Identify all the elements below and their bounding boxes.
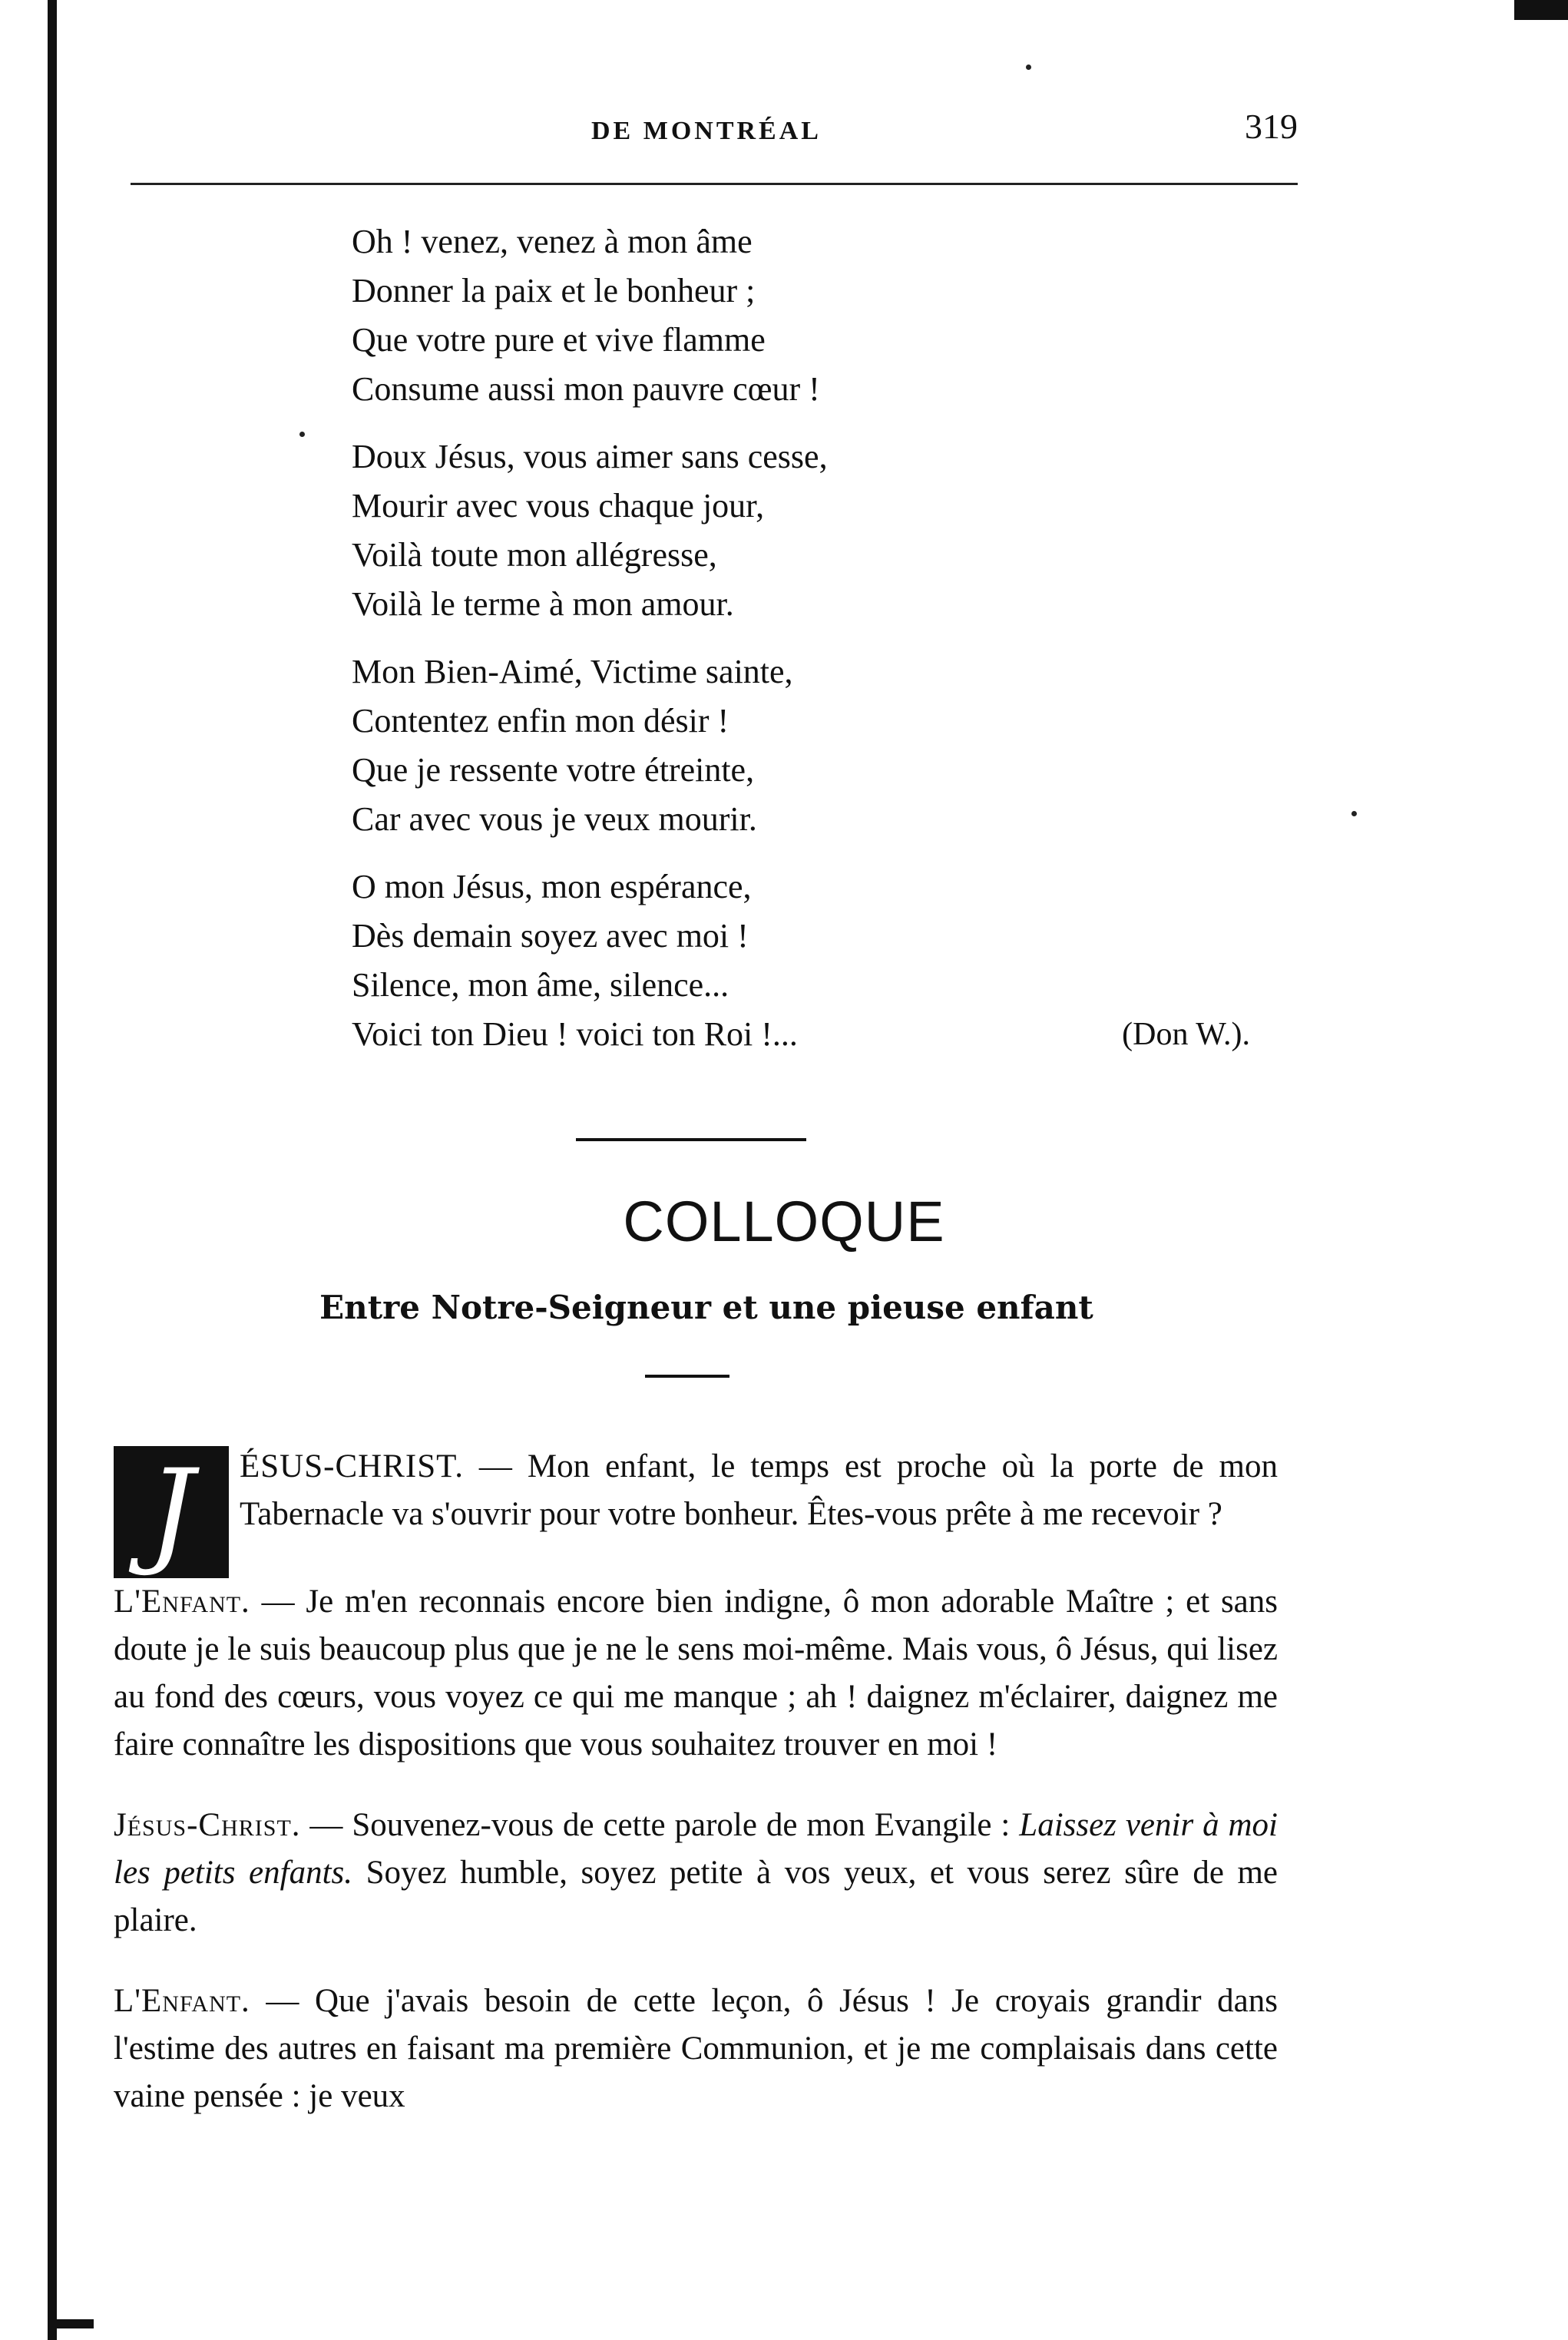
verse-line: Voilà toute mon allégresse,: [352, 536, 717, 574]
dialogue-text: — Que j'avais besoin de cette leçon, ô Jésus ! Je croyais grandir dans l'estime des autres en faisant ma première Communion, et je me complaisais dans cette vaine pensée : je veux: [114, 1983, 1278, 2114]
header-rule: [131, 183, 1298, 185]
verse-line: Silence, mon âme, silence...: [352, 966, 729, 1004]
dialogue-text: — Mon enfant, le temps est proche où la porte de mon Tabernacle va s'ouvrir pour votre bonheur. Êtes-vous prête à me recevoir ?: [240, 1448, 1278, 1532]
verse-line: Voici ton Dieu ! voici ton Roi !...: [352, 1015, 798, 1053]
running-title: DE MONTRÉAL: [591, 117, 822, 145]
speaker-name: L'Enfant.: [114, 1584, 250, 1620]
verse-line: Que votre pure et vive flamme: [352, 321, 766, 359]
section-title: COLLOQUE: [623, 1190, 945, 1253]
verse-line: Doux Jésus, vous aimer sans cesse,: [352, 438, 828, 475]
page-header: [131, 106, 1298, 160]
stanza: [352, 432, 1312, 629]
drop-cap-initial: J: [114, 1446, 229, 1578]
verse-line: Mourir avec vous chaque jour,: [352, 487, 765, 525]
poem-attribution: (Don W.).: [1122, 1017, 1250, 1052]
verse-line: Consume aussi mon pauvre cœur !: [352, 370, 820, 408]
dialogue-paragraph: [114, 1802, 1278, 1944]
verse-line: Oh ! venez, venez à mon âme: [352, 223, 753, 260]
speaker-name: Jésus-Christ.: [114, 1807, 301, 1843]
scan-speck: [1026, 65, 1031, 70]
verse-line: O mon Jésus, mon espérance,: [352, 868, 752, 905]
speaker-name: L'Enfant.: [114, 1983, 250, 2019]
verse-line: Car avec vous je veux mourir.: [352, 800, 757, 838]
stanza: [352, 862, 1312, 1059]
verse-line: Que je ressente votre étreinte,: [352, 751, 755, 789]
verse-line: Dès demain soyez avec moi !: [352, 917, 749, 955]
gospel-quote: Laissez venir à moi les petits enfants.: [114, 1807, 1278, 1891]
dialogue-paragraph: [114, 1443, 1278, 1579]
verse-line: Contentez enfin mon désir !: [352, 702, 729, 740]
scan-speck: [1351, 811, 1357, 816]
dialogue-text: — Je m'en reconnais encore bien indigne, ô mon adorable Maître ; et sans doute je le suis beaucoup plus que je ne le sens moi-même. Mais vous, ô Jésus, qui lisez au fond des cœurs, vous voyez ce qui me manque ; ah ! daignez m'éclairer, daignez me faire connaître les dispositions que vous souhaitez trouver en moi !: [114, 1584, 1278, 1762]
page-number: 319: [1245, 107, 1298, 146]
scan-edge-mark: [1514, 0, 1568, 20]
dialogue: [114, 1410, 1278, 2137]
verse-line: Voilà le terme à mon amour.: [352, 585, 734, 623]
subtitle-divider: [645, 1375, 729, 1378]
verse-line: Mon Bien-Aimé, Victime sainte,: [352, 653, 793, 690]
section-subtitle: Entre Notre-Seigneur et une pieuse enfant: [319, 1289, 1093, 1326]
stanza: [352, 217, 1312, 414]
left-binding-foot: [48, 2319, 94, 2328]
dialogue-text: — Souvenez-vous de cette parole de mon Evangile :: [300, 1807, 1020, 1843]
verse-line: Donner la paix et le bonheur ;: [352, 272, 756, 309]
dialogue-paragraph: [114, 1978, 1278, 2120]
left-binding-rule: [48, 0, 57, 2340]
speaker-name: ÉSUS-CHRIST.: [240, 1448, 464, 1484]
dialogue-paragraph: [114, 1578, 1278, 1769]
dialogue-text: Soyez humble, soyez petite à vos yeux, et vous serez sûre de me plaire.: [114, 1855, 1279, 1938]
poem: [352, 217, 1312, 1059]
stanza: [352, 647, 1312, 844]
section-divider: [576, 1138, 806, 1141]
scan-speck: [299, 432, 305, 437]
